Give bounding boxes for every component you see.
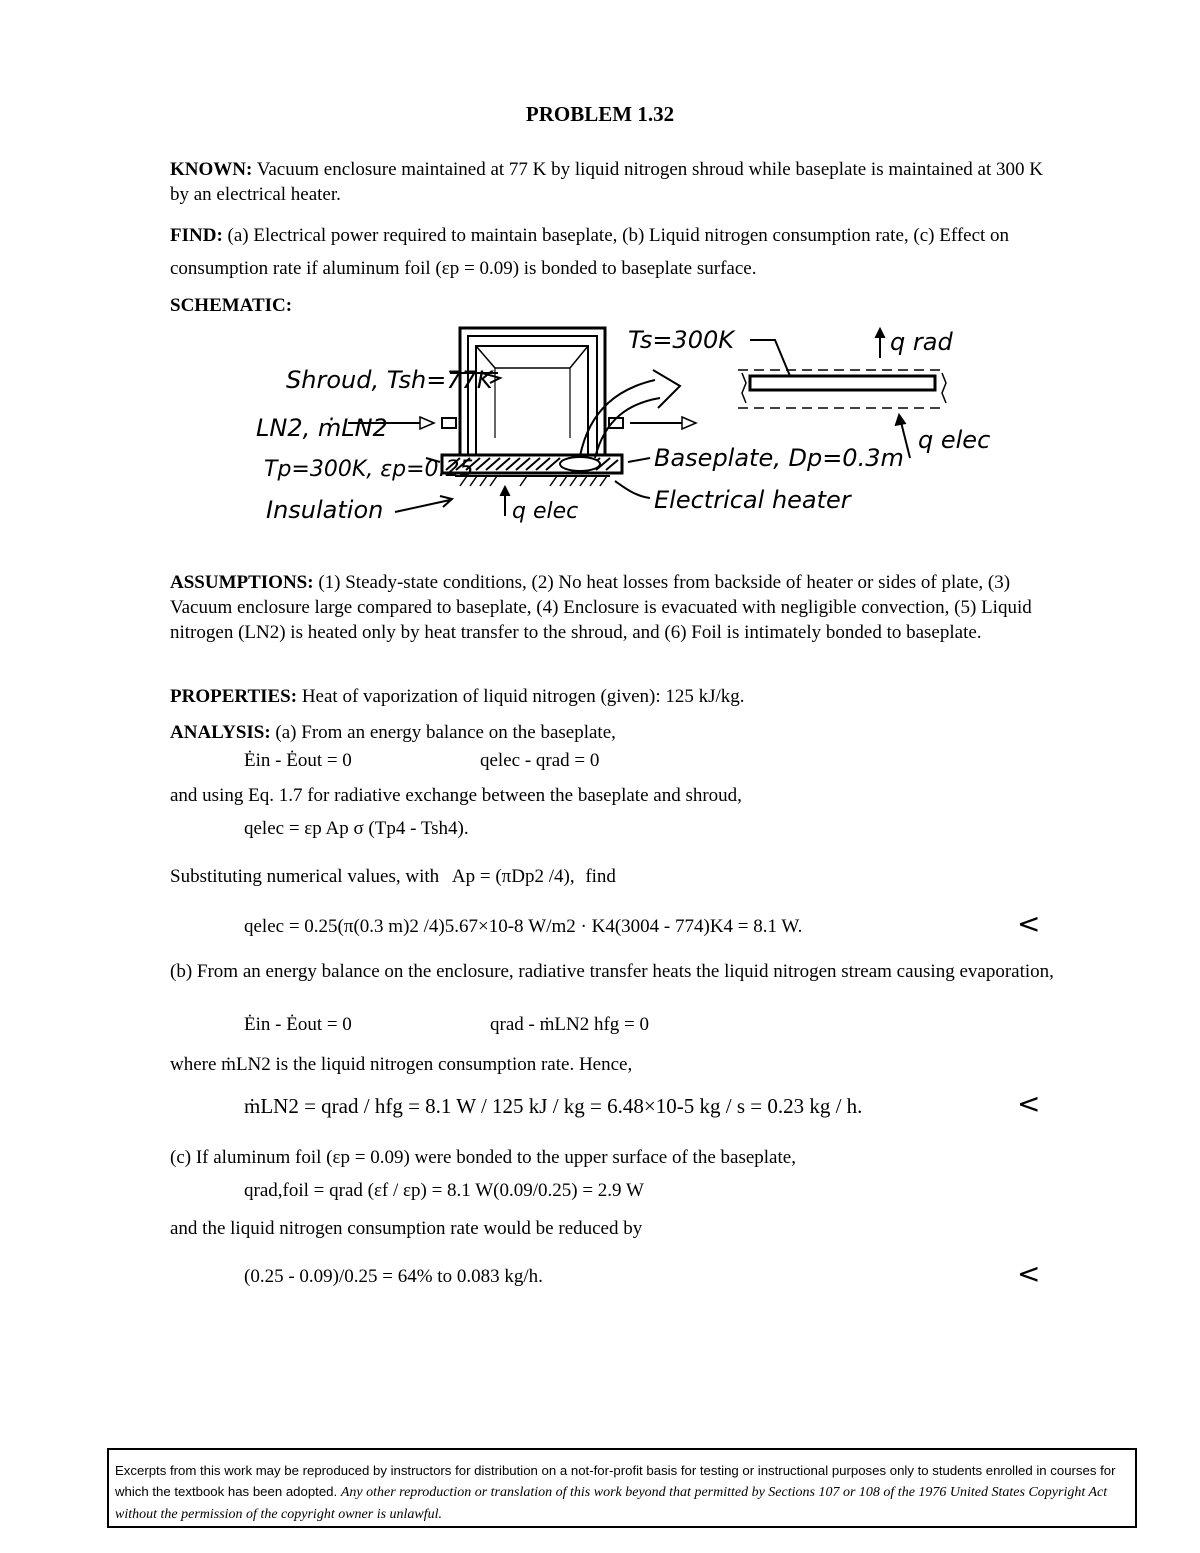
heater-label: Electrical heater [654,486,851,514]
insulation-label: Insulation [266,496,384,524]
known-section [170,157,1060,207]
equation-mdot-ln2: ṁLN2 = qrad / hfg = 8.1 W / 125 kJ / kg = 6.48×10-5 kg / s = 0.23 kg / h. [244,1094,863,1118]
shroud-label: Shroud, Tsh=77K [286,366,493,394]
qrad-right-label: q rad [890,328,953,356]
equation-q-balance-b: qrad - ṁLN2 hfg = 0 [490,1014,649,1035]
find-label: FIND: [170,225,223,246]
equation-energy-balance-a: Ėin - Ėout = 0 [244,750,352,771]
analysis-a-intro [170,720,1060,745]
equation-reduction: (0.25 - 0.09)/0.25 = 64% to 0.083 kg/h. [244,1266,543,1287]
analysis-c-intro: (c) If aluminum foil (εp = 0.09) were bonded to the upper surface of the baseplate, [170,1147,796,1168]
equation-qelec-numeric: qelec = 0.25(π(0.3 m)2 /4)5.67×10-8 W/m2 · K4(3004 - 774)K4 = 8.1 W. [244,916,803,937]
answer-check-b: < [1017,1087,1041,1120]
equation-qelec-formula: qelec = εp Ap σ (Tp4 - Tsh4). [244,818,469,839]
ln2-label: LN2, ṁLN2 [256,414,388,442]
page-title: PROBLEM 1.32 [525,102,675,126]
substituting-line [170,864,1060,889]
schematic-label: SCHEMATIC: [170,295,293,316]
equation-energy-balance-b: Ėin - Ėout = 0 [244,1014,352,1035]
properties-section [170,684,1060,709]
ap-definition: Ap = (πDp2 /4), [451,866,575,887]
footer-text: Excerpts from this work may be reproduced by instructors for distribution on a not-for-profit basis for testing or instructional purposes only to students enrolled in courses for which the textbook has been adopted. [115,1463,1116,1499]
schematic-diagram [250,318,991,533]
answer-check-a: < [1017,907,1041,940]
ts-label: Ts=300K [628,326,734,354]
analysis-label: ANALYSIS: [170,722,271,743]
find-section [170,219,1060,285]
using-text: and using Eq. 1.7 for radiative exchange between the baseplate and shroud, [170,785,742,806]
find-word: find [585,866,616,887]
known-label: KNOWN: [170,159,253,180]
equation-q-balance-a: qelec - qrad = 0 [480,750,600,771]
where-text: where ṁLN2 is the liquid nitrogen consumption rate. Hence, [170,1054,633,1075]
reduced-text: and the liquid nitrogen consumption rate would be reduced by [170,1218,643,1239]
analysis-b-intro: (b) From an energy balance on the enclosure, radiative transfer heats the liquid nitrogen stream causing evaporation, [170,961,1054,982]
substituting-text: Substituting numerical values, with [170,866,440,887]
properties-text: Heat of vaporization of liquid nitrogen (given): 125 kJ/kg. [301,686,745,707]
assumptions-text: (1) Steady-state conditions, (2) No heat losses from backside of heater or sides of plate, (3) Vacuum enclosure large compared to baseplate, (4) Enclosure is evacuated with negligible convection, (5) Liquid nitrogen (LN2) is heated only by heat transfer to the shroud, and (6) Foil is intimately bonded to baseplate. [170,572,1032,643]
answer-check-c: < [1017,1257,1041,1290]
equation-qrad-foil: qrad,foil = qrad (εf / εp) = 8.1 W(0.09/0.25) = 2.9 W [244,1180,644,1201]
qelec-right-label: q elec [918,426,991,454]
assumptions-label: ASSUMPTIONS: [170,572,314,593]
properties-label: PROPERTIES: [170,686,298,707]
assumptions-section [170,570,1060,645]
copyright-footer [107,1448,1137,1528]
baseplate-label: Baseplate, Dp=0.3m [654,444,904,472]
find-text: (a) Electrical power required to maintain baseplate, (b) Liquid nitrogen consumption rate, (c) Effect on consumption rate if aluminum foil (εp = 0.09) is bonded to baseplate surface. [170,225,1010,279]
known-text: Vacuum enclosure maintained at 77 K by liquid nitrogen shroud while baseplate is maintained at 300 K by an electrical heater. [170,159,1043,205]
footer-italic-text: Any other reproduction or translation of this work beyond that permitted by Sections 107 or 108 of the 1976 United States Copyright Act without the permission of the copyright owner is unlawful. [115,1485,1108,1522]
analysis-a-text: (a) From an energy balance on the baseplate, [275,722,616,743]
qelec-left-label: q elec [512,499,579,524]
tp-label: Tp=300K, εp=0.25 [264,457,474,482]
schematic-section [170,293,1060,318]
